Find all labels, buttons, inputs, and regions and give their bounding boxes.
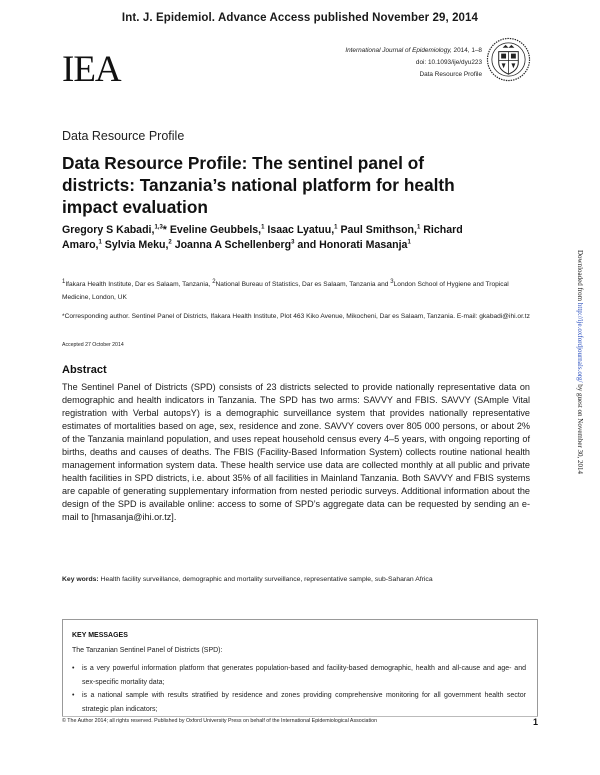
author <box>340 224 423 236</box>
key-messages-box <box>62 619 538 717</box>
affiliation-1: Ifakara Health Institute, Dar es Salaam, Tanzania, <box>65 281 213 288</box>
author <box>170 224 268 236</box>
keywords-text: Health facility surveillance, demographic and mortality surveillance, representative sample, sub-Saharan Africa <box>98 576 433 583</box>
author <box>267 224 340 236</box>
download-notice-text <box>576 250 584 474</box>
section-label: Data Resource Profile <box>62 129 185 143</box>
key-messages-heading: KEY MESSAGES <box>72 632 128 639</box>
affiliation-2: National Bureau of Statistics, Dar es Salaam, Tanzania and <box>215 281 391 288</box>
author-affiliation-mark: 1 <box>334 224 338 231</box>
copyright-footer: © The Author 2014; all rights reserved. Published by Oxford University Press on behalf of the International Epidemiological Association <box>62 718 378 724</box>
author <box>319 239 411 251</box>
affiliation-mark: 3 <box>390 278 394 285</box>
journal-doi[interactable]: doi: 10.1093/ije/dyu223 <box>415 59 482 66</box>
download-notice-pre: Downloaded from <box>576 250 584 303</box>
bullet-icon: • <box>72 665 75 672</box>
download-notice <box>576 250 592 540</box>
journal-citation <box>345 45 482 57</box>
author-affiliation-mark: 3 <box>291 239 295 246</box>
journal-pages: 2014, 1–8 <box>451 47 482 54</box>
affiliation-mark: 1 <box>62 278 66 285</box>
page-number: 1 <box>533 717 539 727</box>
author-name: Paul Smithson, <box>340 224 417 236</box>
key-message-text: is a national sample with results stratified by residence and zones providing comprehensive monitoring for all government health sector strategic plan indicators; <box>82 692 526 713</box>
author-name: Gregory S Kabadi, <box>62 224 155 236</box>
author-separator: and <box>294 239 320 251</box>
author <box>105 239 172 251</box>
author-list <box>62 223 502 253</box>
key-messages-list <box>72 662 526 716</box>
author-separator: * <box>162 224 170 236</box>
journal-website-link[interactable]: http://ije.oxfordjournals.org/ <box>576 302 584 383</box>
author-affiliation-mark: 1 <box>407 239 411 246</box>
iea-logo: IEA <box>62 49 121 90</box>
keywords-label: Key words: <box>62 576 99 583</box>
author <box>62 224 170 236</box>
list-item <box>72 662 526 689</box>
author-affiliation-mark: 1 <box>98 239 102 246</box>
author-name: Richard Amaro, <box>62 224 463 251</box>
keywords <box>62 574 532 586</box>
author-name: Sylvia Meku, <box>104 239 169 251</box>
journal-meta <box>345 45 482 81</box>
affiliation-mark: 2 <box>212 278 216 285</box>
author-affiliation-mark: 2 <box>168 239 172 246</box>
corresponding-author: *Corresponding author. Sentinel Panel of Districts, Ifakara Health Institute, Plot 463 Kiko Avenue, Mikocheni, Dar es Salaam, Tanzania. E-mail: gkabadi@ihi.or.tz <box>62 313 530 320</box>
accepted-date: Accepted 27 October 2014 <box>62 342 124 348</box>
journal-section: Data Resource Profile <box>419 71 482 78</box>
author-name: Isaac Lyatuu, <box>267 224 335 236</box>
footer-divider <box>62 716 538 717</box>
author-affiliation-mark: 1 <box>261 224 265 231</box>
author-name: Honorati Masanja <box>319 239 408 251</box>
article-title: Data Resource Profile: The sentinel panel of districts: Tanzania’s national platform for health impact evaluation <box>62 153 455 217</box>
author <box>175 239 319 251</box>
author-name: Eveline Geubbels, <box>169 224 262 236</box>
author-affiliation-mark: 1 <box>416 224 421 231</box>
affiliations <box>62 279 532 304</box>
author-name: Joanna A Schellenberg <box>174 239 292 251</box>
author-affiliation-mark: 1,3 <box>154 224 163 231</box>
advance-access-banner: Int. J. Epidemiol. Advance Access published November 29, 2014 <box>121 12 479 24</box>
university-seal-icon <box>486 37 531 82</box>
list-item <box>72 689 526 716</box>
key-message-text: is a very powerful information platform that generates population-based and facility-based demographic, health and all-cause and age- and sex-specific mortality data; <box>82 665 526 686</box>
abstract-body: The Sentinel Panel of Districts (SPD) consists of 23 districts selected to provide nationally representative data on demographic and health indicators in Tanzania. The SPD has two arms: SAVVY and FBIS. SAVVY (SAmple Vital registration with Verbal autopsY) is a demographic surveillance system that provides nationally representative estimates of mortalities based on age, sex, residence and zone. SAVVY covers over 805 000 persons, or about 2% of the Tanzania mainland population, and uses repeat household census every 4–5 years, with ongoing reporting of births, deaths and causes of deaths. The FBIS (Facility-Based Information System) collects routine national health management information system data. These health service use data are collected monthly at all public and private health facilities in SPD districts, i.e. about 35% of all facilities in Mainland Tanzania. Both SAVVY and FBIS systems are capable of generating supplementary information from nested periodic surveys. Additional information about the design of the SPD is available online: access to some of SPD’s aggregate data can be requested by sending an e-mail to [hmasanja@ihi.or.tz]. <box>62 382 530 522</box>
key-messages-intro: The Tanzanian Sentinel Panel of Districts (SPD): <box>72 647 223 654</box>
download-notice-post: by guest on November 30, 2014 <box>576 382 584 475</box>
journal-name: International Journal of Epidemiology, <box>345 47 452 54</box>
abstract-heading: Abstract <box>62 364 107 376</box>
bullet-icon: • <box>72 692 75 699</box>
affiliation-3: London School of Hygiene and Tropical Medicine, London, UK <box>62 281 509 301</box>
